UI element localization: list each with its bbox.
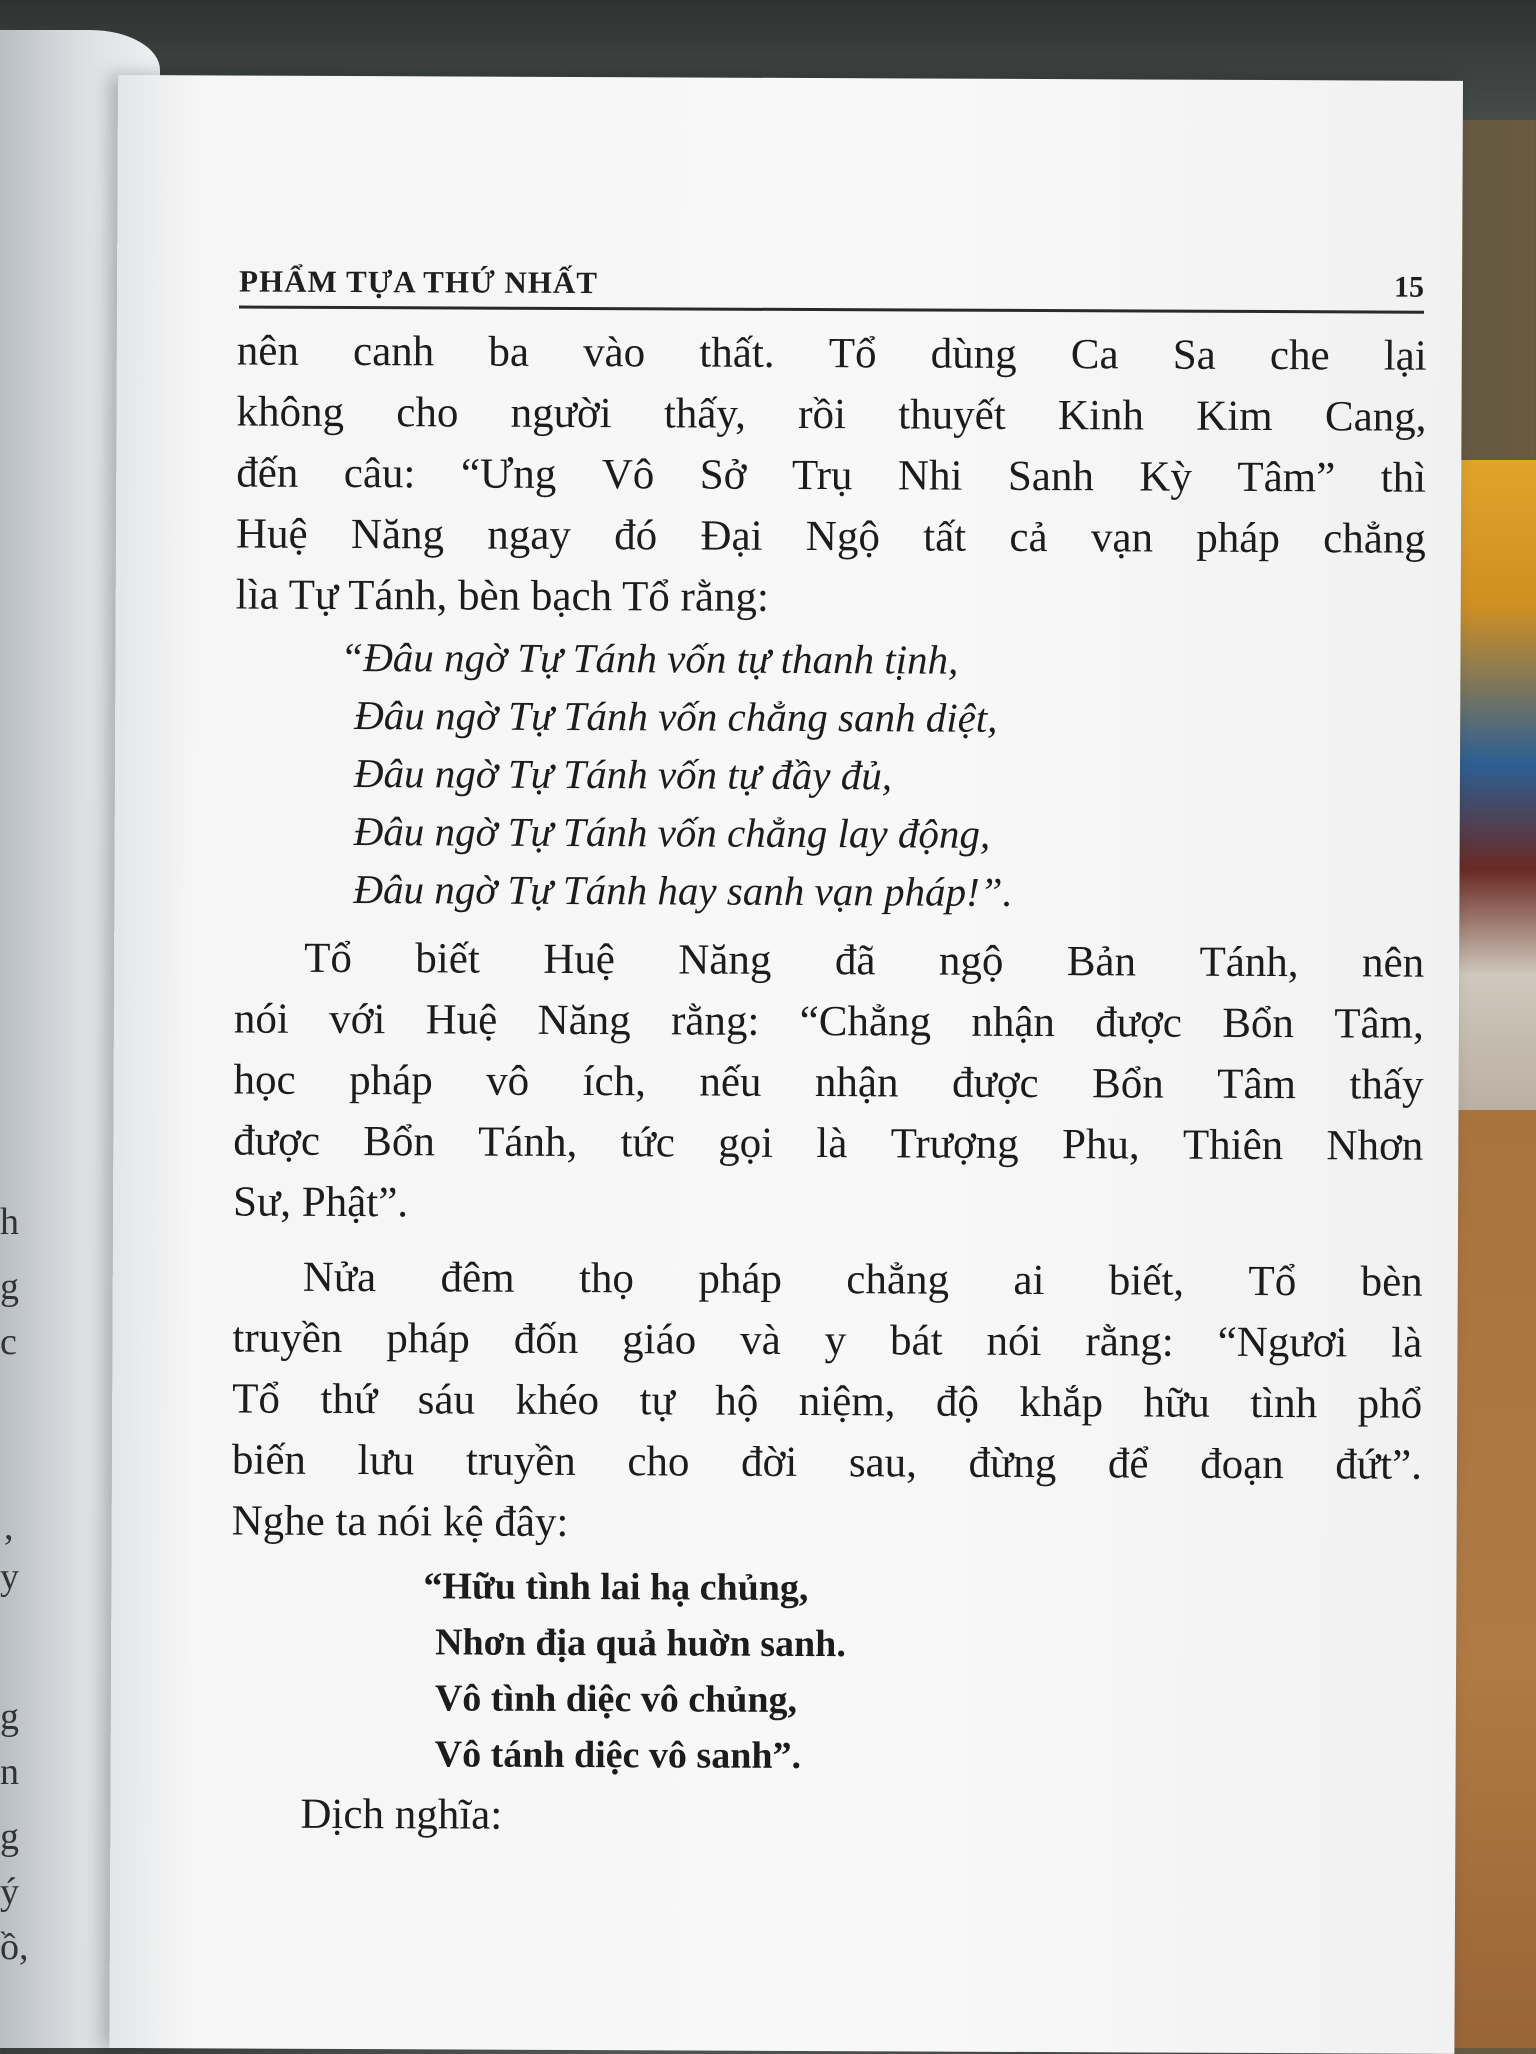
text-line: Tổ thứ sáu khéo tự hộ niệm, độ khắp hữu tình phổ [232,1375,1423,1428]
verse-line: Đâu ngờ Tự Tánh hay sanh vạn pháp!”. [353,866,1013,915]
verse-line: Đâu ngờ Tự Tánh vốn chẳng lay động, [353,808,991,857]
text-line: đến câu: “Ưng Vô Sở Trụ Nhi Sanh Kỳ Tâm” thì [236,449,1427,502]
text-line: Tổ biết Huệ Năng đã ngộ Bản Tánh, nên [304,934,1425,987]
text-line: Nghe ta nói kệ đây: [231,1497,569,1546]
gatha-line: Vô tình diệc vô chủng, [434,1677,798,1721]
left-page-fragment: h [0,1201,19,1243]
left-page-fragment: g [0,1266,19,1308]
text-line: Nửa đêm thọ pháp chẳng ai biết, Tổ bèn [302,1253,1423,1306]
text-line: lìa Tự Tánh, bèn bạch Tổ rằng: [235,571,770,621]
text-line: Huệ Năng ngay đó Đại Ngộ tất cả vạn pháp chẳng [235,510,1426,563]
translation-label: Dịch nghĩa: [300,1790,503,1839]
page-number: 15 [1394,270,1425,304]
left-page-fragment: ý [0,1871,19,1913]
verse-line: Đâu ngờ Tự Tánh vốn tự đầy đủ, [353,750,893,799]
left-page-fragment: g [0,1816,19,1858]
left-page-fragment: c [0,1321,17,1363]
paragraph-3 [232,1247,1423,1557]
text-line: nói với Huệ Năng rằng: “Chẳng nhận được Bổn Tâm, [233,995,1424,1048]
body-text [230,321,1427,1850]
chapter-title: PHẨM TỰA THỨ NHẤT [239,263,599,301]
text-line: truyền pháp đốn giáo và y bát nói rằng: “Ngươi là [232,1314,1423,1367]
gatha-line: “Hữu tình lai hạ chủng, [423,1565,809,1610]
verse-line: Đâu ngờ Tự Tánh vốn chẳng sanh diệt, [354,692,998,741]
text-line: không cho người thấy, rồi thuyết Kinh Kim Cang, [236,388,1427,441]
text-line: được Bổn Tánh, tức gọi là Trượng Phu, Thiên Nhơn [233,1117,1424,1170]
text-line: biến lưu truyền cho đời sau, đừng để đoạn đứt”. [231,1436,1423,1489]
paragraph-1 [236,321,1427,631]
book-page [109,75,1463,2054]
verse-line: “Đâu ngờ Tự Tánh vốn tự thanh tịnh, [340,633,959,683]
text-line: nên canh ba vào thất. Tổ dùng Ca Sa che lại [236,327,1427,380]
text-line: học pháp vô ích, nếu nhận được Bổn Tâm thấy [233,1056,1424,1109]
running-header [239,246,1424,314]
gatha-line: Vô tánh diệc vô sanh”. [434,1733,802,1777]
left-page-fragment: , [4,1506,14,1548]
left-page-fragment: y [0,1556,19,1598]
left-page-fragment: ồ, [0,1926,29,1968]
left-page-fragment: g [0,1696,19,1738]
gatha-block [231,1558,1422,1787]
text-line: Sư, Phật”. [232,1178,409,1227]
gatha-line: Nhơn địa quả huờn sanh. [435,1621,846,1666]
verse-block [234,628,1425,923]
left-page-fragment: n [0,1751,19,1793]
paragraph-2 [233,928,1424,1238]
